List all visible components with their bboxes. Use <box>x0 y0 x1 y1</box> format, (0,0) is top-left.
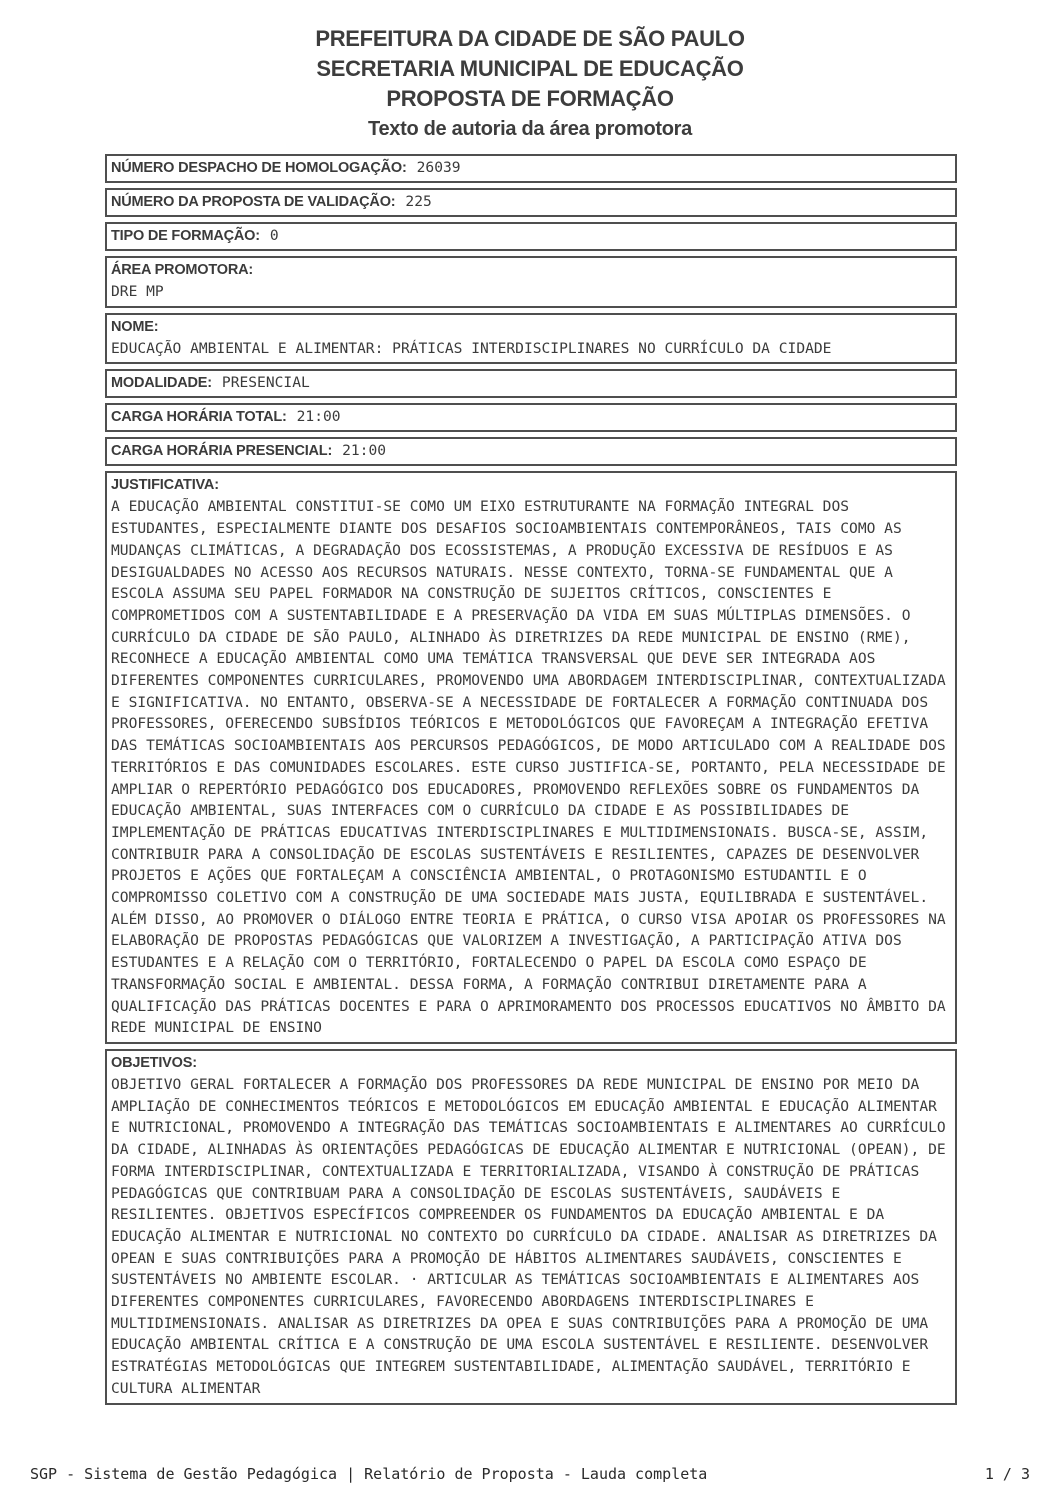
header-line-texto-autoria: Texto de autoria da área promotora <box>368 118 692 140</box>
report-header <box>0 0 1060 144</box>
header-line-secretaria: SECRETARIA MUNICIPAL DE EDUCAÇÃO <box>316 56 744 81</box>
field-numero-despacho-homologacao <box>105 154 957 183</box>
field-label: NOME: <box>111 318 159 335</box>
field-value: A EDUCAÇÃO AMBIENTAL CONSTITUI-SE COMO UM EIXO ESTRUTURANTE NA FORMAÇÃO INTEGRAL DOS ESTUDANTES, ESPECIALMENTE DIANTE DOS DESAFIOS SOCIOAMBIENTAIS CONTEMPORÂNEOS, TAIS COMO AS MUDANÇAS CLIMÁTICAS, A DEGRADAÇÃO DOS ECOSSISTEMAS, A PRODUÇÃO EXCESSIVA DE RESÍDUOS E AS DESIGUALDADES NO ACESSO AOS RECURSOS NATURAIS. NESSE CONTEXTO, TORNA-SE FUNDAMENTAL QUE A ESCOLA ASSUMA SEU PAPEL FORMADOR NA CONSTRUÇÃO DE SUJEITOS CRÍTICOS, CONSCIENTES E COMPROMETIDOS COM A SUSTENTABILIDADE E A PRESERVAÇÃO DA VIDA EM SUAS MÚLTIPLAS DIMENSÕES. O CURRÍCULO DA CIDADE DE SÃO PAULO, ALINHADO ÀS DIRETRIZES DA REDE MUNICIPAL DE ENSINO (RME), RECONHECE A EDUCAÇÃO AMBIENTAL COMO UMA TEMÁTICA TRANSVERSAL QUE DEVE SER INTEGRADA AOS DIFERENTES COMPONENTES CURRICULARES, PROMOVENDO UMA ABORDAGEM INTERDISCIPLINAR, CONTEXTUALIZADA E SIGNIFICATIVA. NO ENTANTO, OBSERVA-SE A NECESSIDADE DE FORTALECER A FORMAÇÃO CONTINUADA DOS PROFESSORES, OFERECENDO SUBSÍDIOS TEÓRICOS E METODOLÓGICOS QUE FAVOREÇAM A INTEGRAÇÃO EFETIVA DAS TEMÁTICAS SOCIOAMBIENTAIS AOS PERCURSOS PEDAGÓGICOS, DE MODO ARTICULADO COM A REALIDADE DOS TERRITÓRIOS E DAS COMUNIDADES ESCOLARES. ESTE CURSO JUSTIFICA-SE, PORTANTO, PELA NECESSIDADE DE AMPLIAR O REPERTÓRIO PEDAGÓGICO DOS EDUCADORES, PROMOVENDO REFLEXÕES SOBRE OS FUNDAMENTOS DA EDUCAÇÃO AMBIENTAL, SUAS INTERFACES COM O CURRÍCULO DA CIDADE E AS POSSIBILIDADES DE IMPLEMENTAÇÃO DE PRÁTICAS EDUCATIVAS INTERDISCIPLINARES E MULTIDIMENSIONAIS. BUSCA-SE, ASSIM, CONTRIBUIR PARA A CONSOLIDAÇÃO DE ESCOLAS SUSTENTÁVEIS E RESILIENTES, CAPAZES DE DESENVOLVER PROJETOS E AÇÕES QUE FORTALEÇAM A CONSCIÊNCIA AMBIENTAL, O PROTAGONISMO ESTUDANTIL E O COMPROMISSO COLETIVO COM A CONSTRUÇÃO DE UMA SOCIEDADE MAIS JUSTA, EQUILIBRADA E SUSTENTÁVEL. ALÉM DISSO, AO PROMOVER O DIÁLOGO ENTRE TEORIA E PRÁTICA, O CURSO VISA APOIAR OS PROFESSORES NA ELABORAÇÃO DE PROPOSTAS PEDAGÓGICAS QUE VALORIZEM A INVESTIGAÇÃO, A PARTICIPAÇÃO ATIVA DOS ESTUDANTES E A RELAÇÃO COM O TERRITÓRIO, FORTALECENDO O PAPEL DA ESCOLA COMO ESPAÇO DE TRANSFORMAÇÃO SOCIAL E AMBIENTAL. DESSA FORMA, A FORMAÇÃO CONTRIBUI DIRETAMENTE PARA A QUALIFICAÇÃO DAS PRÁTICAS DOCENTES E PARA O APRIMORAMENTO DOS PROCESSOS EDUCATIVOS NO ÂMBITO DA REDE MUNICIPAL DE ENSINO <box>111 498 946 1037</box>
field-value: 21:00 <box>296 408 341 426</box>
field-numero-proposta-validacao <box>105 188 957 217</box>
field-value: EDUCAÇÃO AMBIENTAL E ALIMENTAR: PRÁTICAS INTERDISCIPLINARES NO CURRÍCULO DA CIDADE <box>111 339 832 357</box>
field-objetivos <box>105 1049 957 1405</box>
field-value: OBJETIVO GERAL FORTALECER A FORMAÇÃO DOS PROFESSORES DA REDE MUNICIPAL DE ENSINO POR MEIO DA AMPLIAÇÃO DE CONHECIMENTOS TEÓRICOS E METODOLÓGICOS EM EDUCAÇÃO AMBIENTAL E EDUCAÇÃO ALIMENTAR E NUTRICIONAL, PROMOVENDO A INTEGRAÇÃO DAS TEMÁTICAS SOCIOAMBIENTAIS E ALIMENTARES AO CURRÍCULO DA CIDADE, ALINHADAS ÀS ORIENTAÇÕES PEDAGÓGICAS DE EDUCAÇÃO ALIMENTAR E NUTRICIONAL (OPEAN), DE FORMA INTERDISCIPLINAR, CONTEXTUALIZADA E TERRITORIALIZADA, VISANDO À CONSTRUÇÃO DE PRÁTICAS PEDAGÓGICAS QUE CONTRIBUAM PARA A CONSOLIDAÇÃO DE ESCOLAS SUSTENTÁVEIS, SAUDÁVEIS E RESILIENTES. OBJETIVOS ESPECÍFICOS COMPREENDER OS FUNDAMENTOS DA EDUCAÇÃO AMBIENTAL E DA EDUCAÇÃO ALIMENTAR E NUTRICIONAL NO CONTEXTO DO CURRÍCULO DA CIDADE. ANALISAR AS DIRETRIZES DA OPEAN E SUAS CONTRIBUIÇÕES PARA A PROMOÇÃO DE HÁBITOS ALIMENTARES SAUDÁVEIS, CONSCIENTES E SUSTENTÁVEIS NO AMBIENTE ESCOLAR. · ARTICULAR AS TEMÁTICAS SOCIOAMBIENTAIS E ALIMENTARES AOS DIFERENTES COMPONENTES CURRICULARES, FAVORECENDO ABORDAGENS INTERDISCIPLINARES E MULTIDIMENSIONAIS. ANALISAR AS DIRETRIZES DA OPEA E SUAS CONTRIBUIÇÕES PARA A PROMOÇÃO DE UMA EDUCAÇÃO AMBIENTAL CRÍTICA E A CONSTRUÇÃO DE UMA ESCOLA SUSTENTÁVEL E RESILIENTE. DESENVOLVER ESTRATÉGIAS METODOLÓGICAS QUE INTEGREM SUSTENTABILIDADE, ALIMENTAÇÃO SAUDÁVEL, TERRITÓRIO E CULTURA ALIMENTAR <box>111 1075 946 1397</box>
footer-page-number: 1 / 3 <box>984 1465 1030 1483</box>
field-label: MODALIDADE: <box>111 375 212 392</box>
field-label: CARGA HORÁRIA PRESENCIAL: <box>111 443 333 460</box>
field-value: 26039 <box>416 159 461 176</box>
field-nome <box>105 313 957 365</box>
field-carga-horaria-presencial <box>105 437 957 466</box>
field-label: NÚMERO DA PROPOSTA DE VALIDAÇÃO: <box>111 194 396 210</box>
field-justificativa <box>105 471 957 1044</box>
field-label: JUSTIFICATIVA: <box>111 477 219 494</box>
field-label: ÁREA PROMOTORA: <box>111 262 254 278</box>
field-area-promotora <box>105 256 957 308</box>
report-body <box>105 154 957 1405</box>
field-value: DRE MP <box>111 283 164 300</box>
header-line-proposta: PROPOSTA DE FORMAÇÃO <box>386 86 674 111</box>
field-carga-horaria-total <box>105 403 957 432</box>
field-value: 21:00 <box>342 442 387 460</box>
field-label: NÚMERO DESPACHO DE HOMOLOGAÇÃO: <box>111 160 407 176</box>
field-value: 0 <box>269 227 279 244</box>
header-line-prefeitura: PREFEITURA DA CIDADE DE SÃO PAULO <box>315 26 745 51</box>
field-label: TIPO DE FORMAÇÃO: <box>111 228 260 244</box>
field-tipo-de-formacao <box>105 222 957 251</box>
field-label: CARGA HORÁRIA TOTAL: <box>111 409 287 426</box>
field-value: 225 <box>405 193 432 210</box>
field-modalidade <box>105 369 957 398</box>
report-footer <box>30 1465 1030 1483</box>
footer-system-label: SGP - Sistema de Gestão Pedagógica | Relatório de Proposta - Lauda completa <box>30 1465 708 1483</box>
field-value: PRESENCIAL <box>221 374 310 392</box>
field-label: OBJETIVOS: <box>111 1054 197 1071</box>
